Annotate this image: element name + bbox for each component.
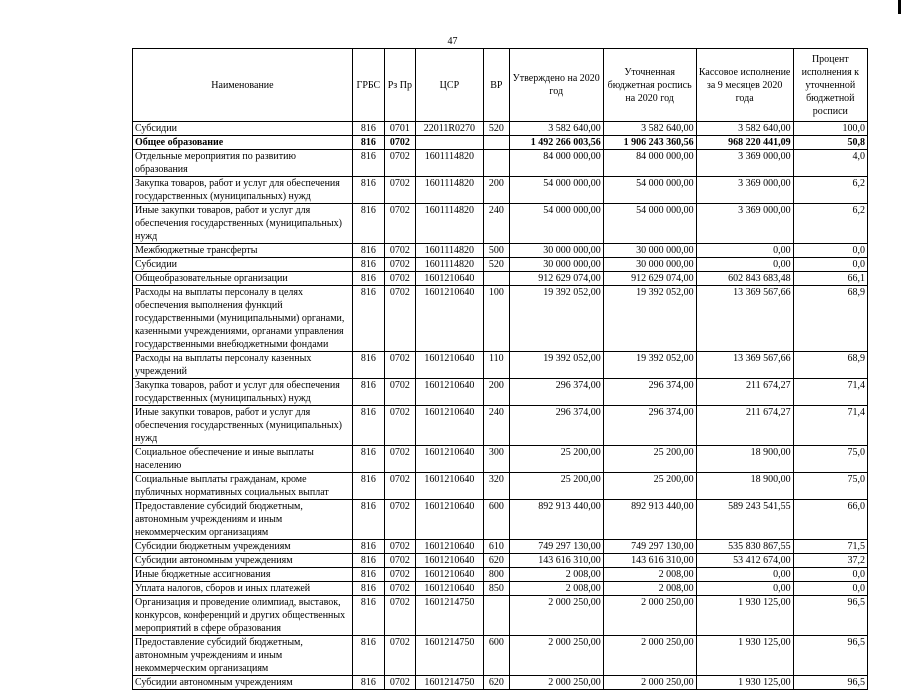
cell-percent: 6,2: [793, 204, 867, 244]
cell-name: Субсидии бюджетным учреждениям: [133, 540, 353, 554]
cell-csr: 1601114820: [415, 177, 483, 204]
cell-rzpr: 0702: [384, 636, 415, 676]
cell-refined: 30 000 000,00: [603, 258, 696, 272]
cell-percent: 66,1: [793, 272, 867, 286]
cell-approved: 2 008,00: [509, 568, 603, 582]
table-row: [133, 554, 868, 568]
cell-name: Иные закупки товаров, работ и услуг для обеспечения государственных (муниципальных) нужд: [133, 406, 353, 446]
cell-vr: 620: [483, 554, 509, 568]
cell-rzpr: 0702: [384, 150, 415, 177]
cell-name: Социальное обеспечение и иные выплаты населению: [133, 446, 353, 473]
cell-cash: 0,00: [696, 244, 793, 258]
cell-csr: 1601210640: [415, 446, 483, 473]
table-row: [133, 244, 868, 258]
cell-percent: 50,8: [793, 136, 867, 150]
cell-approved: 25 200,00: [509, 473, 603, 500]
cell-cash: 535 830 867,55: [696, 540, 793, 554]
header-approved: Утверждено на 2020 год: [509, 49, 603, 122]
cell-percent: 66,0: [793, 500, 867, 540]
cell-percent: 100,0: [793, 122, 867, 136]
cell-refined: 54 000 000,00: [603, 204, 696, 244]
table-row: [133, 177, 868, 204]
cell-csr: [415, 136, 483, 150]
cell-rzpr: 0702: [384, 177, 415, 204]
cell-percent: 75,0: [793, 446, 867, 473]
cell-name: Закупка товаров, работ и услуг для обеспечения государственных (муниципальных) нужд: [133, 177, 353, 204]
cell-csr: 1601114820: [415, 204, 483, 244]
cell-vr: 600: [483, 636, 509, 676]
cell-grbs: 816: [352, 406, 384, 446]
cell-name: Предоставление субсидий бюджетным, автономным учреждениям и иным некоммерческим организациям: [133, 500, 353, 540]
cell-refined: 296 374,00: [603, 406, 696, 446]
cell-grbs: 816: [352, 122, 384, 136]
cell-approved: 1 492 266 003,56: [509, 136, 603, 150]
cell-grbs: 816: [352, 286, 384, 352]
cell-vr: [483, 136, 509, 150]
cell-grbs: 816: [352, 446, 384, 473]
cell-refined: 54 000 000,00: [603, 177, 696, 204]
cell-cash: 3 582 640,00: [696, 122, 793, 136]
cell-approved: 54 000 000,00: [509, 204, 603, 244]
cell-csr: 1601210640: [415, 473, 483, 500]
cell-vr: 240: [483, 204, 509, 244]
cell-percent: 37,2: [793, 554, 867, 568]
cell-name: Субсидии: [133, 122, 353, 136]
page-number: 47: [447, 36, 458, 47]
cell-percent: 0,0: [793, 244, 867, 258]
cell-approved: 892 913 440,00: [509, 500, 603, 540]
cell-vr: 520: [483, 122, 509, 136]
cell-approved: 2 000 250,00: [509, 676, 603, 690]
cell-approved: 912 629 074,00: [509, 272, 603, 286]
cell-approved: 143 616 310,00: [509, 554, 603, 568]
cell-name: Субсидии автономным учреждениям: [133, 554, 353, 568]
cell-name: Иные бюджетные ассигнования: [133, 568, 353, 582]
cell-refined: 2 000 250,00: [603, 636, 696, 676]
cell-grbs: 816: [352, 244, 384, 258]
cell-percent: 96,5: [793, 636, 867, 676]
cell-cash: 211 674,27: [696, 379, 793, 406]
cell-name: Отдельные мероприятия по развитию образования: [133, 150, 353, 177]
cell-approved: 296 374,00: [509, 406, 603, 446]
cell-csr: 1601114820: [415, 244, 483, 258]
cell-csr: 22011R0270: [415, 122, 483, 136]
table-row: [133, 379, 868, 406]
header-name: Наименование: [133, 49, 353, 122]
cell-percent: 0,0: [793, 582, 867, 596]
cell-csr: 1601214750: [415, 676, 483, 690]
cell-grbs: 816: [352, 352, 384, 379]
cell-approved: 84 000 000,00: [509, 150, 603, 177]
cell-cash: 0,00: [696, 568, 793, 582]
table-row: [133, 150, 868, 177]
cell-rzpr: 0702: [384, 500, 415, 540]
cell-refined: 25 200,00: [603, 473, 696, 500]
cell-csr: 1601210640: [415, 582, 483, 596]
cell-refined: 1 906 243 360,56: [603, 136, 696, 150]
cell-csr: 1601210640: [415, 406, 483, 446]
cell-rzpr: 0702: [384, 286, 415, 352]
cell-cash: 3 369 000,00: [696, 204, 793, 244]
cell-cash: 968 220 441,09: [696, 136, 793, 150]
cell-refined: 3 582 640,00: [603, 122, 696, 136]
cell-vr: 320: [483, 473, 509, 500]
cell-vr: 600: [483, 500, 509, 540]
cell-vr: 110: [483, 352, 509, 379]
cell-vr: [483, 596, 509, 636]
cell-grbs: 816: [352, 473, 384, 500]
table-row: [133, 406, 868, 446]
cell-name: Закупка товаров, работ и услуг для обеспечения государственных (муниципальных) нужд: [133, 379, 353, 406]
cell-percent: 96,5: [793, 676, 867, 690]
cell-refined: 2 000 250,00: [603, 676, 696, 690]
header-percent: Процент исполнения к уточненной бюджетной росписи: [793, 49, 867, 122]
cell-rzpr: 0702: [384, 554, 415, 568]
cell-refined: 296 374,00: [603, 379, 696, 406]
cell-grbs: 816: [352, 554, 384, 568]
cell-rzpr: 0701: [384, 122, 415, 136]
cell-grbs: 816: [352, 568, 384, 582]
cell-grbs: 816: [352, 379, 384, 406]
table-row: [133, 136, 868, 150]
cell-refined: 749 297 130,00: [603, 540, 696, 554]
cell-rzpr: 0702: [384, 244, 415, 258]
cell-csr: 1601210640: [415, 286, 483, 352]
cell-grbs: 816: [352, 676, 384, 690]
cell-refined: 2 008,00: [603, 582, 696, 596]
cell-percent: 71,5: [793, 540, 867, 554]
cell-cash: 18 900,00: [696, 446, 793, 473]
cell-percent: 0,0: [793, 258, 867, 272]
cell-approved: 2 008,00: [509, 582, 603, 596]
cell-grbs: 816: [352, 500, 384, 540]
cell-refined: 25 200,00: [603, 446, 696, 473]
cell-rzpr: 0702: [384, 473, 415, 500]
cell-cash: 0,00: [696, 258, 793, 272]
cell-cash: 3 369 000,00: [696, 177, 793, 204]
header-rzpr: Рз Пр: [384, 49, 415, 122]
cell-refined: 19 392 052,00: [603, 352, 696, 379]
cell-rzpr: 0702: [384, 136, 415, 150]
table-row: [133, 568, 868, 582]
cell-name: Уплата налогов, сборов и иных платежей: [133, 582, 353, 596]
cell-vr: 610: [483, 540, 509, 554]
cell-approved: 296 374,00: [509, 379, 603, 406]
cell-vr: 100: [483, 286, 509, 352]
cell-rzpr: 0702: [384, 379, 415, 406]
cell-grbs: 816: [352, 150, 384, 177]
cell-cash: 13 369 567,66: [696, 352, 793, 379]
cell-grbs: 816: [352, 582, 384, 596]
cell-cash: 1 930 125,00: [696, 636, 793, 676]
table-row: [133, 636, 868, 676]
cell-approved: 3 582 640,00: [509, 122, 603, 136]
cell-percent: 75,0: [793, 473, 867, 500]
cell-rzpr: 0702: [384, 352, 415, 379]
cell-grbs: 816: [352, 596, 384, 636]
cell-approved: 19 392 052,00: [509, 352, 603, 379]
cell-approved: 54 000 000,00: [509, 177, 603, 204]
cell-approved: 19 392 052,00: [509, 286, 603, 352]
table-body: [133, 122, 868, 690]
cell-cash: 211 674,27: [696, 406, 793, 446]
cell-name: Социальные выплаты гражданам, кроме публичных нормативных социальных выплат: [133, 473, 353, 500]
cell-name: Расходы на выплаты персоналу в целях обеспечения выполнения функций государственными (муниципальными) органами, казенными учреждениями, органами управления государственными внебюджетными фондами: [133, 286, 353, 352]
header-cash: Кассовое исполнение за 9 месяцев 2020 года: [696, 49, 793, 122]
cell-cash: 53 412 674,00: [696, 554, 793, 568]
cell-refined: 143 616 310,00: [603, 554, 696, 568]
cell-cash: 589 243 541,55: [696, 500, 793, 540]
table-row: [133, 473, 868, 500]
cell-name: Общеобразовательные организации: [133, 272, 353, 286]
cell-vr: [483, 272, 509, 286]
cell-percent: 96,5: [793, 596, 867, 636]
header-csr: ЦСР: [415, 49, 483, 122]
cell-vr: 200: [483, 177, 509, 204]
cell-percent: 4,0: [793, 150, 867, 177]
cell-grbs: 816: [352, 636, 384, 676]
cell-vr: 520: [483, 258, 509, 272]
cell-refined: 912 629 074,00: [603, 272, 696, 286]
cell-grbs: 816: [352, 540, 384, 554]
cell-csr: 1601210640: [415, 500, 483, 540]
cell-grbs: 816: [352, 272, 384, 286]
table-row: [133, 272, 868, 286]
budget-table: [132, 48, 868, 690]
cell-name: Межбюджетные трансферты: [133, 244, 353, 258]
cell-approved: 749 297 130,00: [509, 540, 603, 554]
cell-cash: 602 843 683,48: [696, 272, 793, 286]
cell-csr: 1601210640: [415, 540, 483, 554]
cell-cash: 1 930 125,00: [696, 596, 793, 636]
cell-name: Иные закупки товаров, работ и услуг для обеспечения государственных (муниципальных) нужд: [133, 204, 353, 244]
cell-rzpr: 0702: [384, 446, 415, 473]
cell-rzpr: 0702: [384, 204, 415, 244]
cell-vr: 800: [483, 568, 509, 582]
cell-csr: 1601114820: [415, 150, 483, 177]
cell-refined: 892 913 440,00: [603, 500, 696, 540]
cell-vr: [483, 150, 509, 177]
cell-rzpr: 0702: [384, 540, 415, 554]
cell-grbs: 816: [352, 177, 384, 204]
cell-rzpr: 0702: [384, 596, 415, 636]
cell-rzpr: 0702: [384, 272, 415, 286]
header-grbs: ГРБС: [352, 49, 384, 122]
cell-rzpr: 0702: [384, 582, 415, 596]
cell-csr: 1601210640: [415, 554, 483, 568]
cell-approved: 2 000 250,00: [509, 636, 603, 676]
cell-name: Организация и проведение олимпиад, выставок, конкурсов, конференций и других общественных мероприятий в сфере образования: [133, 596, 353, 636]
cell-rzpr: 0702: [384, 258, 415, 272]
cell-refined: 2 008,00: [603, 568, 696, 582]
cell-cash: 18 900,00: [696, 473, 793, 500]
cell-name: Расходы на выплаты персоналу казенных учреждений: [133, 352, 353, 379]
cell-refined: 84 000 000,00: [603, 150, 696, 177]
cell-percent: 0,0: [793, 568, 867, 582]
cell-refined: 19 392 052,00: [603, 286, 696, 352]
cell-rzpr: 0702: [384, 676, 415, 690]
cell-csr: 1601210640: [415, 568, 483, 582]
cell-grbs: 816: [352, 136, 384, 150]
cell-cash: 13 369 567,66: [696, 286, 793, 352]
cell-csr: 1601210640: [415, 352, 483, 379]
header-vr: ВР: [483, 49, 509, 122]
cell-percent: 68,9: [793, 286, 867, 352]
cell-percent: 6,2: [793, 177, 867, 204]
table-row: [133, 204, 868, 244]
cell-csr: 1601210640: [415, 272, 483, 286]
cell-csr: 1601214750: [415, 596, 483, 636]
cell-vr: 620: [483, 676, 509, 690]
cell-cash: 0,00: [696, 582, 793, 596]
cell-name: Субсидии: [133, 258, 353, 272]
cell-grbs: 816: [352, 258, 384, 272]
table-row: [133, 582, 868, 596]
table-row: [133, 286, 868, 352]
header-refined: Уточненная бюджетная роспись на 2020 год: [603, 49, 696, 122]
table-row: [133, 258, 868, 272]
table-row: [133, 540, 868, 554]
cell-approved: 30 000 000,00: [509, 258, 603, 272]
table-row: [133, 676, 868, 690]
corner-scan-mark: [898, 0, 901, 14]
cell-vr: 300: [483, 446, 509, 473]
table-row: [133, 352, 868, 379]
cell-percent: 68,9: [793, 352, 867, 379]
cell-rzpr: 0702: [384, 568, 415, 582]
cell-grbs: 816: [352, 204, 384, 244]
cell-cash: 1 930 125,00: [696, 676, 793, 690]
cell-vr: 200: [483, 379, 509, 406]
cell-approved: 30 000 000,00: [509, 244, 603, 258]
table-row: [133, 500, 868, 540]
cell-approved: 2 000 250,00: [509, 596, 603, 636]
cell-csr: 1601214750: [415, 636, 483, 676]
cell-name: Предоставление субсидий бюджетным, автономным учреждениям и иным некоммерческим организациям: [133, 636, 353, 676]
cell-name: Субсидии автономным учреждениям: [133, 676, 353, 690]
cell-vr: 850: [483, 582, 509, 596]
cell-csr: 1601114820: [415, 258, 483, 272]
cell-name: Общее образование: [133, 136, 353, 150]
cell-refined: 30 000 000,00: [603, 244, 696, 258]
cell-percent: 71,4: [793, 379, 867, 406]
cell-csr: 1601210640: [415, 379, 483, 406]
table-header-row: [133, 49, 868, 122]
cell-vr: 500: [483, 244, 509, 258]
table-row: [133, 446, 868, 473]
cell-vr: 240: [483, 406, 509, 446]
cell-approved: 25 200,00: [509, 446, 603, 473]
cell-rzpr: 0702: [384, 406, 415, 446]
cell-cash: 3 369 000,00: [696, 150, 793, 177]
cell-percent: 71,4: [793, 406, 867, 446]
table-row: [133, 122, 868, 136]
table-row: [133, 596, 868, 636]
cell-refined: 2 000 250,00: [603, 596, 696, 636]
